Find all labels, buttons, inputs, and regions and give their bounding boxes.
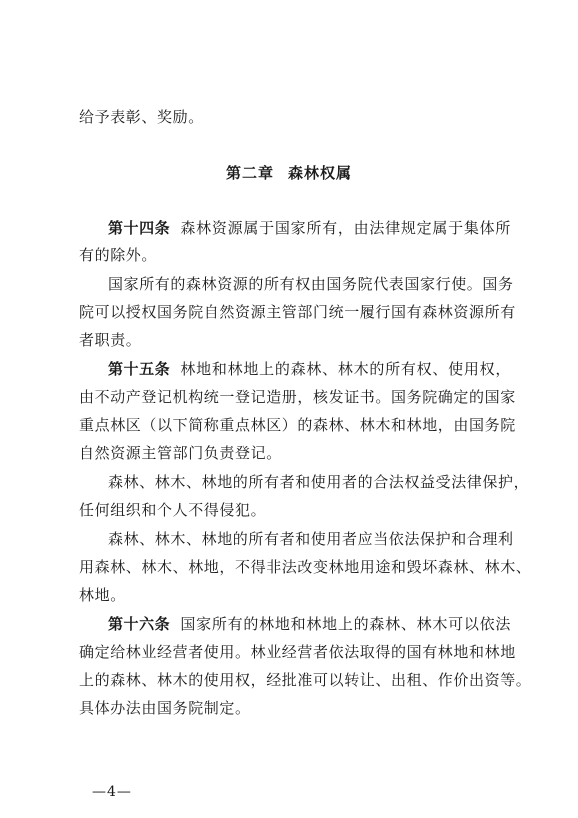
article-15-text: 林地和林地上的森林、林木的所有权、使用权， [180, 360, 511, 378]
text-line: 上的森林、林木的使用权，经批准可以转让、出租、作价出资等。 [79, 671, 532, 689]
text-line: 用森林、林木、林地，不得非法改变林地用途和毁坏森林、林木、 [79, 558, 532, 576]
article-16-label: 第十六条 [108, 615, 171, 633]
article-15-label: 第十五条 [108, 360, 171, 378]
article-16-line-1 [108, 614, 511, 635]
page-number: —4— [92, 784, 132, 800]
text-line: 重点林区（以下简称重点林区）的森林、林木和林地，由国务院 [79, 416, 516, 434]
article-14-text: 森林资源属于国家所有，由法律规定属于集体所 [180, 219, 511, 237]
text-line: 森林、林木、林地的所有者和使用者应当依法保护和合理利 [108, 530, 514, 548]
text-line: 森林、林木、林地的所有者和使用者的合法权益受法律保护， [108, 473, 530, 491]
text-line: 国家所有的森林资源的所有权由国务院代表国家行使。国务 [108, 275, 514, 293]
chapter-title: 森林权属 [288, 164, 353, 182]
text-line: 具体办法由国务院制定。 [79, 699, 251, 717]
text-line: 有的除外。 [79, 246, 158, 264]
text-line: 林地。 [79, 586, 126, 604]
text-line: 者职责。 [79, 331, 142, 349]
text-line: 给予表彰、奖励。 [79, 108, 204, 126]
article-14-label: 第十四条 [108, 219, 171, 237]
text-line: 确定给林业经营者使用。林业经营者依法取得的国有林地和林地 [79, 643, 516, 661]
article-14-line-1 [108, 218, 511, 239]
chapter-heading [0, 162, 578, 183]
text-line: 院可以授权国务院自然资源主管部门统一履行国有森林资源所有 [79, 303, 516, 321]
text-line: 任何组织和个人不得侵犯。 [79, 501, 267, 519]
article-16-text: 国家所有的林地和林地上的森林、林木可以依法 [180, 615, 511, 633]
article-15-line-1 [108, 359, 511, 380]
text-line: 由不动产登记机构统一登记造册，核发证书。国务院确定的国家 [79, 388, 516, 406]
text-line: 自然资源主管部门负责登记。 [79, 444, 282, 462]
chapter-number: 第二章 [225, 164, 274, 182]
